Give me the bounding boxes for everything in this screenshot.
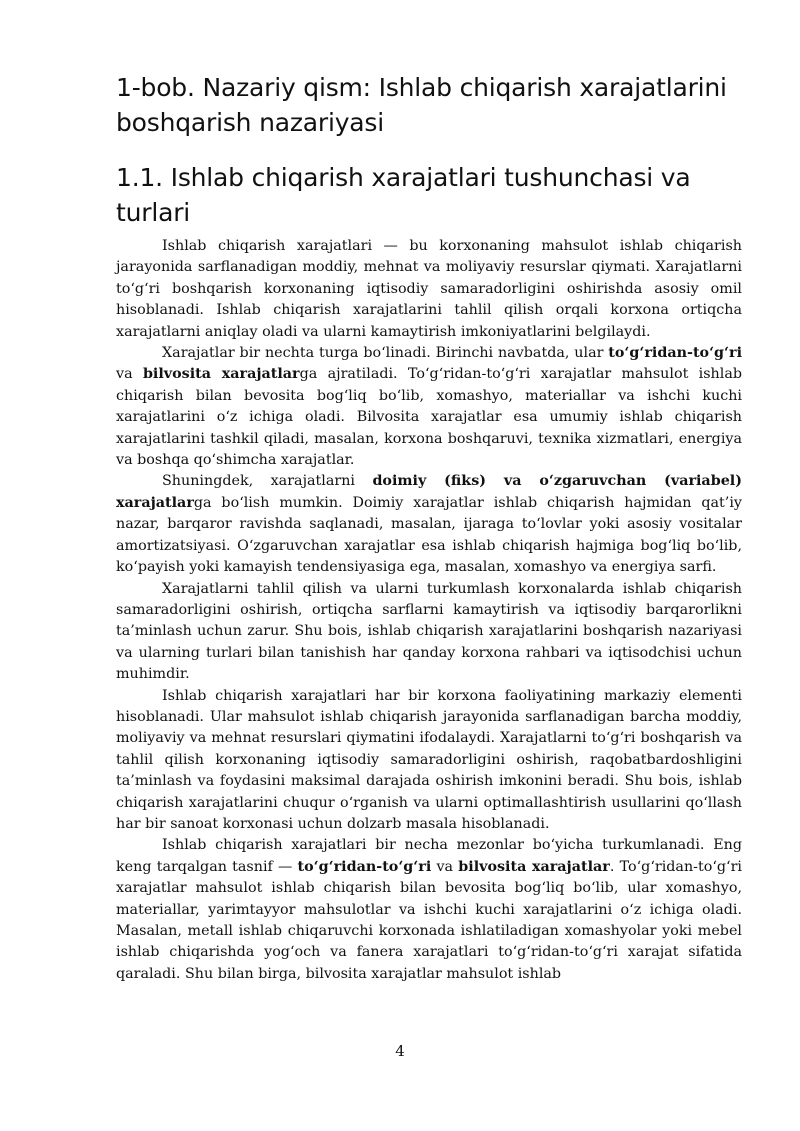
paragraph-6 (116, 835, 742, 985)
paragraph-2-bold-2: bilvosita xarajatlar (142, 366, 300, 383)
page-number: 4 (395, 1042, 405, 1060)
paragraph-2-text-1: Xarajatlar bir nechta turga bo‘linadi. Birinchi navbatda, ular (162, 345, 609, 362)
section-title: 1.1. Ishlab chiqarish xarajatlari tushunchasi va turlari (116, 163, 691, 227)
paragraph-6-bold-2: bilvosita xarajatlar (458, 858, 610, 875)
paragraph-3-text-2: ga bo‘lish mumkin. Doimiy xarajatlar ishlab chiqarish hajmidan qat’iy nazar, barqaror ravishda saqlanadi, masalan, ijaraga to‘lovlar yoki asosiy vositalar amortizatsiyasi. O‘zgaruvchan xarajatlar esa ishlab chiqarish hajmiga bog‘liq bo‘lib, ko‘payish yoki kamayish tendensiyasiga ega, masalan, xomashyo va energiya sarfi. (116, 494, 742, 576)
paragraph-2-text-3: ga ajratiladi. To‘g‘ridan-to‘g‘ri xarajatlar mahsulot ishlab chiqarish bilan bevosita bog‘liq bo‘lib, xomashyo, materiallar va ishchi kuchi xarajatlarini o‘z ichiga oladi. Bilvosita xarajatlar esa umumiy ishlab chiqarish xarajatlarini tashkil qiladi, masalan, korxona boshqaruvi, texnika xizmatlari, energiya va boshqa qo‘shimcha xarajatlar. (116, 366, 742, 469)
paragraph-2-text-2: va (116, 366, 143, 383)
paragraph-2 (116, 343, 742, 471)
paragraph-3-text-1: Shuningdek, xarajatlarni (162, 473, 373, 490)
paragraph-4: Xarajatlarni tahlil qilish va ularni turkumlash korxonalarda ishlab chiqarish samaradorligini oshirish, ortiqcha sarflarni kamaytirish va iqtisodiy barqarorlikni ta’minlash uchun zarur. Shu bois, ishlab chiqarish xarajatlarini boshqarish nazariyasi va ularning turlari bilan tanishish har qanday korxona rahbari va iqtisodchisi uchun muhimdir. (116, 580, 742, 683)
paragraph-5: Ishlab chiqarish xarajatlari har bir korxona faoliyatining markaziy elementi hisoblanadi. Ular mahsulot ishlab chiqarish jarayonida sarflanadigan barcha moddiy, moliyaviy va mehnat resurslari qiymatini ifodalaydi. Xarajatlarni to‘g‘ri boshqarish va tahlil qilish korxonaning iqtisodiy samaradorligini oshirish, raqobatbardoshligini ta’minlash va foydasini maksimal darajada oshirish imkonini beradi. Shu bois, ishlab chiqarish xarajatlarini chuqur o‘rganish va ularni optimallashtirish usullarini qo‘llash har bir sanoat korxonasi uchun dolzarb masala hisoblanadi. (116, 687, 742, 832)
chapter-title: 1-bob. Nazariy qism: Ishlab chiqarish xarajatlarini boshqarish nazariyasi (116, 73, 727, 137)
paragraph-6-text-1: Ishlab chiqarish xarajatlari bir necha mezonlar bo‘yicha turkumlanadi. Eng keng tarqalgan tasnif — (116, 837, 742, 875)
paragraph-1: Ishlab chiqarish xarajatlari — bu korxonaning mahsulot ishlab chiqarish jarayonida sarflanadigan moddiy, mehnat va moliyaviy resurslar qiymati. Xarajatlarni to‘g‘ri boshqarish korxonaning iqtisodiy samaradorligini oshirishda asosiy omil hisoblanadi. Ishlab chiqarish xarajatlarini tahlil qilish orqali korxona ortiqcha xarajatlarni aniqlay oladi va ularni kamaytirish imkoniyatlarini belgilaydi. (116, 238, 742, 340)
paragraph-6-text-3: . To‘g‘ridan-to‘g‘ri xarajatlar mahsulot ishlab chiqarish bilan bevosita bog‘liq bo‘lib, ular xomashyo, materiallar, yarimtayyor mahsulotlar va ishchi kuchi xarajatlarini o‘z ichiga oladi. Masalan, metall ishlab chiqaruvchi korxonada ishlatiladigan xomashyolar yoki mebel ishlab chiqarishda yog‘och va fanera xarajatlari to‘g‘ridan-to‘g‘ri xarajat sifatida qaraladi. Shu bilan birga, bilvosita xarajatlar mahsulot ishlab (116, 858, 742, 982)
paragraph-6-bold-1: to‘g‘ridan-to‘g‘ri (297, 858, 432, 875)
document-page (116, 70, 742, 985)
paragraph-3 (116, 471, 742, 578)
paragraph-3-bold-1: doimiy (fiks) va o‘zgaruvchan (variabel) xarajatlar (116, 473, 742, 511)
paragraph-2-bold-1: to‘g‘ridan-to‘g‘ri (608, 345, 742, 362)
paragraph-6-text-2: va (431, 858, 459, 875)
